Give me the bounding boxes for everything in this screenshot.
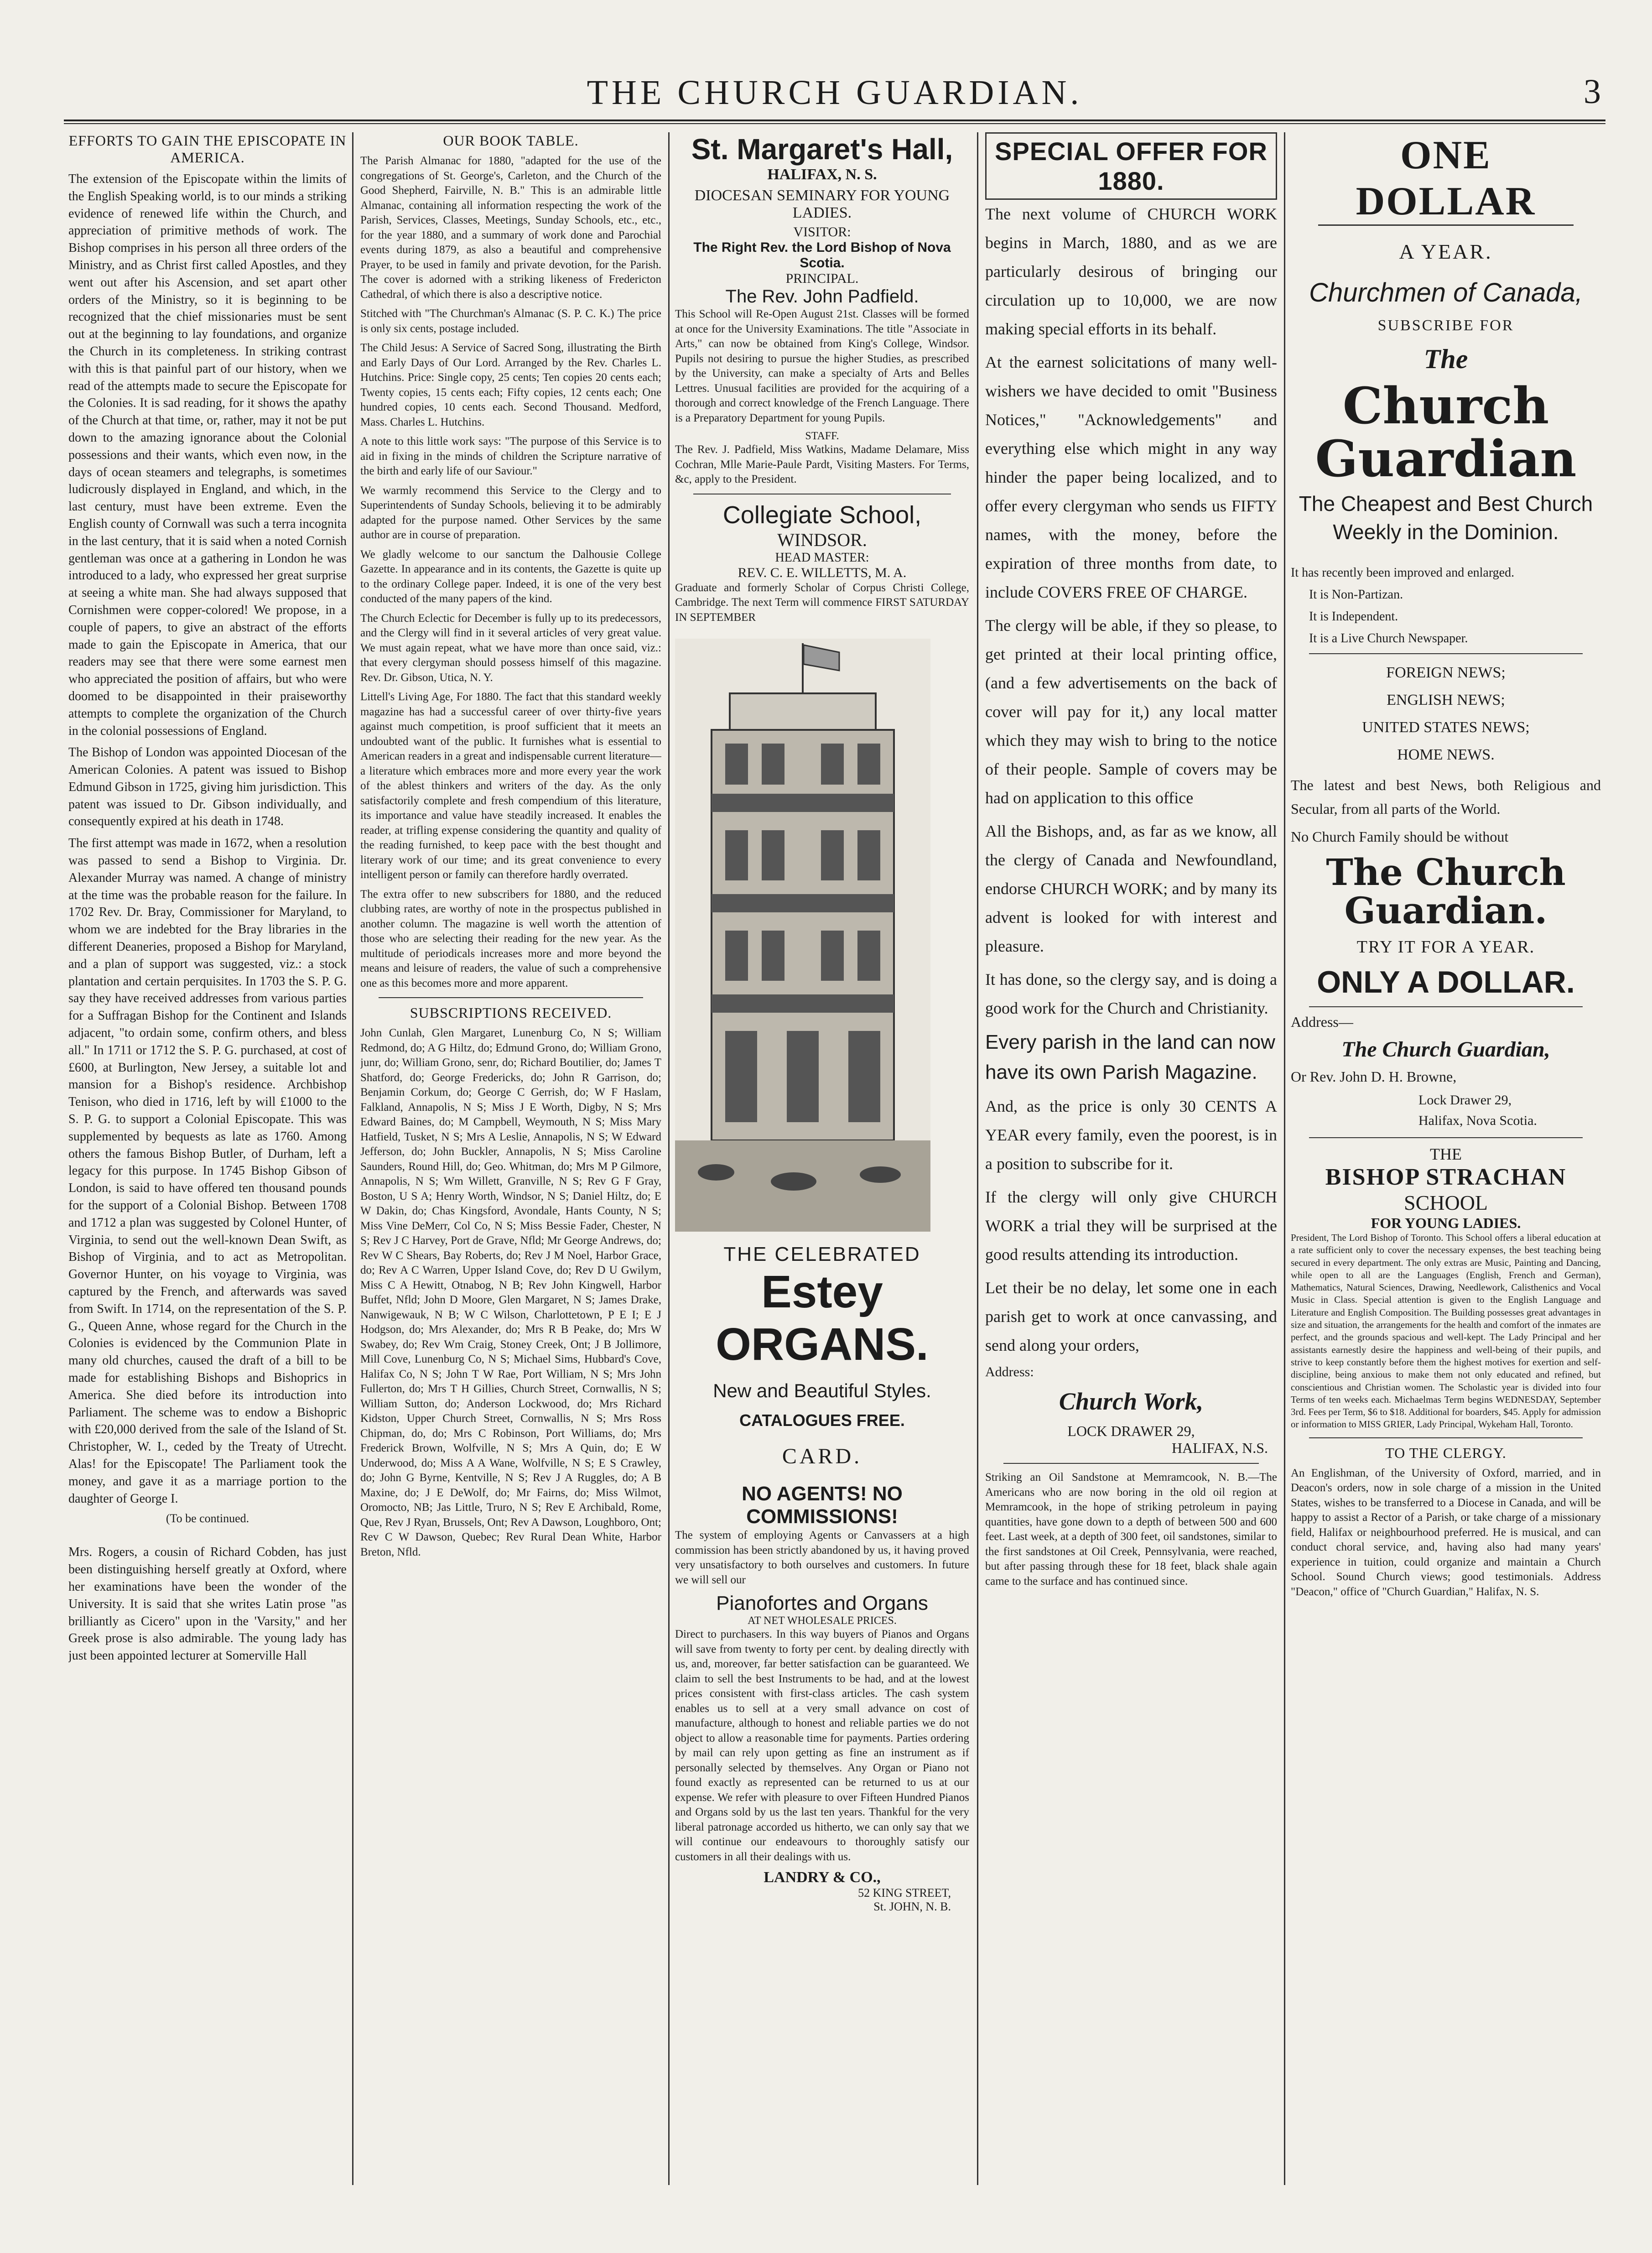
wholesale-label: AT NET WHOLESALE PRICES. <box>748 1615 897 1627</box>
college-name: Collegiate School, <box>722 501 922 529</box>
cheapest-tagline: The Cheapest and Best Church Weekly in the Dominion. <box>1299 492 1593 544</box>
clergy-notice: An Englishman, of the University of Oxford, married, and in Deacon's orders, now in sole charge of a mission in the United States, wishes to be transferred to a Diocese in Canada, and will be happy to assist a Rector of a Parish, or take charge of a missionary field, Halifax or neighbourhood preferred. He is musical, and can conduct choral service, and, having also had many years' experience in tuition, could organize and maintain a Church School. Sound Church views; good testimonials. Address "Deacon," office of "Church Guardian," Halifax, N. S. <box>1291 1467 1601 1598</box>
article-paragraph: Mrs. Rogers, a cousin of Richard Cobden, has just been distinguishing herself greatly at Oxford, where her examinations have been the wonder of the University. It is said that she writes Latin prose "as brilliantly as Cicero" upon in the 'Varsity," and her Greek prose is also admirable. The young lady has just been appointed lecturer at Somerville Hall <box>68 1545 347 1663</box>
one-dollar-headline: ONE DOLLAR <box>1318 132 1574 226</box>
church-guardian-blackletter: The Church Guardian. <box>1326 850 1566 932</box>
improved-item: It has recently been improved and enlarged. <box>1291 566 1515 580</box>
column-divider <box>668 132 670 2185</box>
news-item: HOME NEWS. <box>1397 746 1495 764</box>
halifax-ns: HALIFAX, N.S. <box>1172 1440 1268 1456</box>
article-paragraph: The first attempt was made in 1672, when a resolution was passed to send a Bishop to Virginia. Dr. Alexander Murray was named. A change of ministry at the time was the probable reason for the failure. In 1702 Rev. Dr. Bray, Commissioner for Maryland, to whom we are indebted for the Bray libraries in the different Deaneries, proposed a Bishop for Maryland, and a plan of support was suggested, viz.: a stock plantation and certain perquisites. In 1703 the S. P. G. say they have received addresses from various parties for a Suffragan Bishop for the Continent and Islands adjacent, "to ordain some, confirm others, and bless all." In 1711 or 1712 the S. P. G. purchased, at cost of £600, at Burlington, New Jersey, a suitable lot and mansion for a Bishop's residence. Archbishop Tenison, who died in 1716, left by will £1000 to the S. P. G. to support a Colonial Episcopate. This was supplemented by bequests as late as 1760. Among others the famous Bishop Butler, of Durham, left a legacy for this purpose. In 1745 Bishop Gibson of London, is said to have offered ten thousand pounds for the support of a Colonial Bishop. Between 1708 and 1712 a plan was suggested by Colonel Hunter, of Virginia, to send out the well-known Dean Swift, as Bishop of Virginia, and to act as Metropolitan. Governor Hunter, on his voyage to Virginia, was captured by the French, and afterwards was saved from Swift. In 1714, on the representation of the S. P. G., Queen Anne, whose regard for the Church in the Colonies is evidenced by the Communion Plate in many old churches, caused the draft of a bill to be made for establishing Bishops and Bishoprics in America. She died before its introduction into Parliament. The scheme was to endow a Bishopric with £20,000 derived from the sale of the Island of St. Christopher, W. I., ceded by the Treaty of Utrecht. Alas! for the Episcopate! The Parliament took the money, and gave it as a marriage portion to the daughter of George I. <box>68 836 347 1506</box>
churchmen-headline: Churchmen of Canada, <box>1309 278 1583 307</box>
subscribe-label: SUBSCRIBE FOR <box>1377 317 1514 334</box>
parish-magazine-headline: Every parish in the land can now have its own Parish Magazine. <box>985 1031 1275 1083</box>
organs-notice-2: Direct to purchasers. In this way buyers of Pianos and Organs will save from twenty to forty per cent. by dealing directly with us, and, moreover, far better satisfaction can be guaranteed. We claim to sell the best Instruments to be had, and at the lowest prices consistent with first-class articles. The cash system enables us to sell at a very small advance on cost of manufacture, although to honest and reliable parties we do not object to allow a reasonable time for payments. Parties ordering by mail can rely upon getting as fine an instrument as if personally selected by themselves. Any Organ or Piano not found exactly as represented can be returned to us at our expense. We refer with pleasure to over Fifteen Hundred Pianos and Organs sold by us the last ten years. Thankful for the very liberal patronage accorded us hitherto, we can only say that we will continue our endeavours to thoroughly satisfy our customers in all their dealings with us. <box>675 1628 969 1863</box>
offer-paragraph: The clergy will be able, if they so please, to get printed at their local printing office, (and a few advertisements on the back of cover will pay for it,) any local matter which they may wish to bring to the notice of their people. Sample of covers may be had on application to this office <box>985 616 1277 807</box>
bishop-for-young-ladies: FOR YOUNG LADIES. <box>1371 1214 1521 1231</box>
church-guardian-title: Church Guardian <box>1315 376 1577 488</box>
improved-item: It is a Live Church Newspaper. <box>1309 631 1468 645</box>
review-paragraph: The extra offer to new subscribers for 1880, and the reduced clubbing rates, are worthy of note in the prospectus published in another column. The magazine is well worth the attention of those who are selecting their reading for the new year. As the multitude of periodicals increases more and more beyond the means and leisure of readers, the value of such a comprehensive one as this becomes more and more apparent. <box>360 888 661 989</box>
halifax-nova-scotia: Halifax, Nova Scotia. <box>1418 1113 1537 1128</box>
organs-notice: The system of employing Agents or Canvassers at a high commission has been strictly abandoned by us, it having proved very unsatisfactory to both ourselves and customers. In future we will sell our <box>675 1529 969 1586</box>
lock-drawer: LOCK DRAWER 29, <box>1067 1423 1195 1439</box>
review-paragraph: Stitched with "The Churchman's Almanac (S. P. C. K.) The price is only six cents, postage included. <box>360 307 661 335</box>
college-place: WINDSOR. <box>777 529 867 550</box>
column-2 <box>360 132 661 2185</box>
improved-item: It is Non-Partizan. <box>1309 587 1403 602</box>
catalogues-label: CATALOGUES FREE. <box>739 1411 905 1430</box>
column-divider <box>977 132 978 2185</box>
divider <box>1309 1006 1583 1007</box>
review-paragraph: A note to this little work says: "The purpose of this Service is to aid in fixing in the minds of children the Scripture narrative of the birth and early life of our Saviour." <box>360 435 661 477</box>
offer-paragraph: It has done, so the clergy say, and is doing a good work for the Church and Christianity. <box>985 970 1277 1017</box>
continued-note: (To be continued. <box>166 1512 249 1525</box>
column-1 <box>68 132 347 2185</box>
news-item: UNITED STATES NEWS; <box>1362 719 1530 736</box>
principal-label: PRINCIPAL. <box>785 271 859 286</box>
divider <box>1309 1437 1583 1438</box>
article-paragraph: The extension of the Episcopate within the limits of the English Speaking world, is to our minds a striking evidence of renewed life within the Church, and appreciation of primitive methods of work. The Bishop comprises in his person all three orders of the Ministry, and as Christ first called Apostles, and they went out after his Ascension, and set apart other orders of the Ministry, so it is beginning to be recognized that the chief missionaries must be sent out at the beginning to lay foundations, and organize the Church in its completeness. In striking contrast with this is that painful part of our history, when we read of the attempts made to secure the Episcopate for the Colonies. It is sad reading, for it shows the apathy of the Church at that time, or, rather, may it not be put down to the amazing ignorance about the Colonial possessions and their wants, which even now, in the days of ocean steamers and telegraphs, is sometimes ludicrously displayed in England, and which, in the last century, must have been extreme. Even the English county of Cornwall was such a terra incognita in the last century, that it is said when a noted Cornish gentleman was once at a gathering in London he was introduced to a lady, who expressed her great surprise at seeing a white man. She had always supposed that Cornishmen were copper-colored! We propose, in a couple of papers, to give an abstract of the efforts made to gain the Episcopate in America, that our readers may see that there were some earnest men who appreciated the position of affairs, but who were doomed to be disappointed in their praiseworthy attempts to complete the organization of the Church in the colonial possessions of England. <box>68 172 347 738</box>
principal-name: The Rev. John Padfield. <box>725 286 919 307</box>
page-number: 3 <box>1584 73 1601 111</box>
school-name: St. Margaret's Hall, <box>691 133 953 166</box>
book-table-heading: OUR BOOK TABLE. <box>443 132 579 149</box>
landry-city: St. JOHN, N. B. <box>873 1900 951 1913</box>
head-master-name: REV. C. E. WILLETTS, M. A. <box>738 565 907 580</box>
offer-paragraph: All the Bishops, and, as far as we know, all the clergy of Canada and Newfoundland, endorse CHURCH WORK; and by many its advent is looked for with interest and pleasure. <box>985 822 1277 955</box>
church-work-name: Church Work, <box>1059 1388 1204 1415</box>
school-notice: This School will Re-Open August 21st. Classes will be formed at once for the University Examinations. The title "Associate in Arts," can now be obtained from King's College, Windsor. Pupils not desiring to pursue the higher Studies, as prescribed by the University, can make a specialty of Arts and Belles Lettres. Unusual facilities are provided for the acquiring of a thorough and correct knowledge of the French Language. There is a Preparatory Department for young Pupils. <box>675 308 969 424</box>
review-paragraph: The Parish Almanac for 1880, "adapted for the use of the congregations of St. George's, Carleton, and the Church of the Good Shepherd, Fairville, N. B." This is an admirable little Almanac, containing all information respecting the work of the Parish, Services, Classes, Meetings, Sunday Schools, etc., etc., for the year 1880, and a summary of work done and Parochial events during 1879, as also a beautiful and comprehensive Prayer, to be used in family and private devotion, for the Parish. The cover is adorned with a striking likeness of Fredericton Cathedral, of which there is also a descriptive notice. <box>360 155 661 301</box>
offer-paragraph: If the clergy will only give CHURCH WORK a trial they will be surprised at the good results attending its introduction. <box>985 1188 1277 1264</box>
lock-drawer-29: Lock Drawer 29, <box>1418 1092 1512 1108</box>
estey-organs: Estey ORGANS. <box>716 1266 929 1370</box>
church-guardian-address-name: The Church Guardian, <box>1341 1037 1550 1061</box>
column-divider <box>352 132 353 2185</box>
subscriptions-heading: SUBSCRIPTIONS RECEIVED. <box>410 1004 612 1021</box>
divider <box>379 997 643 998</box>
styles-label: New and Beautiful Styles. <box>713 1380 931 1401</box>
improved-list <box>1291 564 1601 647</box>
landry-address: 52 KING STREET, <box>858 1886 951 1899</box>
article-heading: EFFORTS TO GAIN THE EPISCOPATE IN AMERICA. <box>68 132 347 166</box>
school-place: HALIFAX, N. S. <box>767 166 877 183</box>
staff-list: The Rev. J. Padfield, Miss Watkins, Madame Delamare, Miss Cochran, Mlle Marie-Paule Pardt, Visiting Masters. For Terms, &c, apply to the President. <box>675 443 969 485</box>
news-item: ENGLISH NEWS; <box>1387 692 1505 709</box>
music-store-building-illustration <box>675 639 930 1232</box>
special-offer-headline: SPECIAL OFFER FOR 1880. <box>985 132 1277 200</box>
visitor-name: The Right Rev. the Lord Bishop of Nova Scotia. <box>693 240 951 271</box>
column-divider <box>1284 132 1285 2185</box>
staff-label: STAFF. <box>805 430 839 442</box>
pianofortes-label: Pianofortes and Organs <box>716 1592 928 1614</box>
offer-paragraph: And, as the price is only 30 CENTS A YEAR every family, even the poorest, is in a position to subscribe for it. <box>985 1097 1277 1173</box>
no-agents-headline: NO AGENTS! NO COMMISSIONS! <box>742 1483 903 1528</box>
bishop-strachan-name: BISHOP STRACHAN <box>1325 1164 1567 1190</box>
to-the-clergy-heading: TO THE CLERGY. <box>1385 1444 1507 1461</box>
oil-sandstone-notice: Striking an Oil Sandstone at Memramcook, N. B.—The Americans who are now boring in the old oil region at Memramcook, in the hope of striking petroleum in paying quantities, have gone down to a depth of between 500 and 600 feet. Last week, at a depth of 300 feet, oil sandstones, similar to the first sandstones at Oil Creek, Pennsylvania, were reached, but after passing through these for 18 feet, black shale again came to the surface and has continued since. <box>985 1471 1277 1587</box>
review-paragraph: The Church Eclectic for December is fully up to its predecessors, and the Clergy will find in it several articles of very great value. We must again repeat, what we have more than once said, viz.: that every clergyman should possess himself of this magazine. Rev. Dr. Gibson, Utica, N. Y. <box>360 612 661 684</box>
improved-item: It is Independent. <box>1309 609 1398 624</box>
no-family-text: No Church Family should be without <box>1291 828 1509 845</box>
divider <box>1309 1137 1583 1138</box>
article-paragraph: The Bishop of London was appointed Diocesan of the American Colonies. A patent was issued to Bishop Edmund Gibson in 1725, giving him jurisdiction. This patent was issued to Dr. Gibson individually, and consequently expired at his death in 1748. <box>68 745 347 829</box>
review-paragraph: Littell's Living Age, For 1880. The fact that this standard weekly magazine has had a successful career of over thirty-five years against much competition, is proof sufficient that it meets an undoubted want of the public. It furnishes what is essential to American readers in a great and indispensable current literature—a literature which embraces more and more every year the work of the ablest thinkers and writers of the day. As the only satisfactorily complete and fresh compendium of this literature, its importance and value have steadily increased. It enables the reader, at trifling expense considering the quantity and quality of the reading furnished, to keep pace with the best thought and literary work of our time; and its great convenience to every intelligent person or family can therefore hardly overrated. <box>360 691 661 881</box>
masthead-rule <box>64 120 1605 121</box>
head-master-label: HEAD MASTER: <box>775 550 869 565</box>
review-paragraph: We warmly recommend this Service to the Clergy and to Superintendents of Sunday Schools, believing it to be admirably adapted for the purpose named. Other Services by the same author are in course of preparation. <box>360 484 661 541</box>
browne-name: Or Rev. John D. H. Browne, <box>1291 1068 1457 1085</box>
address-label: Address: <box>985 1364 1034 1379</box>
only-a-dollar-headline: ONLY A DOLLAR. <box>1317 964 1575 999</box>
offer-paragraph: The next volume of CHURCH WORK begins in March, 1880, and as we are particularly desirous of bringing our circulation up to 10,000, we are now making special efforts in its behalf. <box>985 205 1277 338</box>
masthead <box>64 68 1605 119</box>
latest-news-text: The latest and best News, both Religious and Secular, from all parts of the World. <box>1291 777 1601 817</box>
divider <box>1309 653 1583 654</box>
bishop-school-notice: President, The Lord Bishop of Toronto. This School offers a liberal education at a rate sufficient only to cover the necessary expenses, the best teaching being secured in every department. The only extras are Music, Painting and Dancing, while open to all are the Languages (English, French and German), Mathematics, Natural Sciences, Drawing, Needlework, Calisthenics and Vocal Music in Class. Special attention is given to the English Language and Literature and English Composition. The Building possesses great advantages in size and situation, the arrangements for the health and comfort of the inmates are perfect, and the grounds spacious and well-kept. The Lady Principal and her assistants earnestly desire the happiness and well-being of their pupils, and strive to keep constantly before them the highest motives for exertion and self-discipline, being anxious to make them not only educated and refined, but conscientious and Christian women. The Scholastic year is divided into four Terms of ten weeks each. Michaelmas Term begins WEDNESDAY, September 3rd. Fees per Term, $6 to $18. Additional for boarders, $45. Apply for admission or information to MISS GRIER, Lady Principal, Wykeham Hall, Toronto. <box>1291 1232 1601 1430</box>
offer-paragraph: Let their be no delay, let some one in each parish get to work at once canvassing, and send along your orders, <box>985 1279 1277 1354</box>
column-4 <box>985 132 1277 2185</box>
college-notice: Graduate and formerly Scholar of Corpus Christi College, Cambridge. The next Term will commence FIRST SATURDAY IN SEPTEMBER <box>675 581 969 624</box>
news-list <box>1291 664 1601 764</box>
landry-name: LANDRY & CO., <box>764 1869 881 1886</box>
divider <box>1003 1463 1259 1464</box>
the-label: The <box>1423 344 1468 374</box>
review-paragraph: We gladly welcome to our sanctum the Dalhousie College Gazette. In appearance and in its contents, the Gazette is quite up to the ordinary College paper. Indeed, it is one of the very best conducted of the many papers of the kind. <box>360 548 661 605</box>
masthead-rule-thin <box>64 123 1605 124</box>
address-label: Address— <box>1291 1013 1353 1030</box>
bishop-school-label: SCHOOL <box>1403 1191 1488 1214</box>
news-item: FOREIGN NEWS; <box>1386 664 1506 682</box>
masthead-title: THE CHURCH GUARDIAN. <box>587 73 1083 112</box>
review-paragraph: The Child Jesus: A Service of Sacred Song, illustrating the Birth and Early Days of Our Lord. Arranged by the Rev. Charles L. Hutchins. Price: Single copy, 25 cents; Ten copies 20 cents each; Twenty copies, 15 cents each; Fifty copies, 12 cents each; One hundred copies, 10 cents each. Second Thousand. Medford, Mass. Charles L. Hutchins. <box>360 342 661 428</box>
celebrated-label: THE CELEBRATED <box>723 1243 921 1265</box>
offer-paragraph: At the earnest solicitations of many well-wishers we have decided to omit "Business Notices," "Acknowledgements" and everything else which might in any way hinder the paper being localized, and to offer every clergyman who sends us FIFTY names, with the money, before the expiration of three months from date, to include COVERS FREE OF CHARGE. <box>985 353 1277 601</box>
column-3 <box>675 132 969 2185</box>
card-label: CARD. <box>782 1444 862 1468</box>
subscriptions-list: John Cunlah, Glen Margaret, Lunenburg Co, N S; William Redmond, do; A G Hiltz, do; Edmund Grono, do; William Grono, junr, do; William Grono, senr, do; Richard Boutilier, do; James T Shatford, do; George Fredericks, do; John R Garrison, do; Benjamin Corkum, do; George C Gerrish, do; W F Haslam, Falkland, Annapolis, N S; Miss J E Worth, Digby, N S; Mrs Edward Baines, do; M Campbell, Weymouth, N S; Miss Mary Hatfield, Tusket, N S; Mrs A Leslie, Annapolis, N S; W Edward Jefferson, do; John Buckler, Annapolis, N S; Miss Caroline Saunders, Round Hill, do; Geo. Whitman, do; Mrs M P Gilmore, Annapolis, N S; Wm Willett, Granville, N S; Rev G F Gray, Boston, U S A; Henry Worth, Windsor, N S; Daniel Hiltz, do; E W Dakin, do; Chas Kingsford, Avondale, Hants County, N S; Miss Vine DeMerr, Col Co, N S; Miss Bessie Fader, Chester, N S; Rev J C Harvey, Port de Grave, Nfld; Mr George Andrews, do; Rev W C Shears, Bay Roberts, do; Rev J M Noel, Harbor Grace, do; Rev A C Warren, Upper Island Cove, do; Rev D U Gwilym, Miss C A Hewitt, Otnabog, N B; Rev John Kingwell, Harbor Buffet, Nfld; John D Moore, Glen Margaret, N S; James Drake, Nanwigewauk, N B; W C Wilson, Charlottetown, P E I; E J Hodgson, do; Mrs Alexander, do; Mrs R B Peake, do; Mrs W Swabey, do; Rev Wm Craig, Stoney Creek, Ont; J B Jollimore, Mill Cove, Lunenburg Co, N S; Michael Sims, Hubbard's Cove, Halifax Co, N S; John T W Rae, Port William, N S; Mrs John Fullerton, do; Mrs T H Gillies, Church Street, Cornwallis, N S; William Sutton, do; Anderson Lockwood, do; Mrs Richard Kidston, Upper Church Street, Cornwallis, N S; Mrs Ross Chipman, do, do; Mrs C Robinson, Port Williams, do; Mrs Frederick Brown, Wolfville, N S; Mrs A Quin, do; E W Underwood, do; Miss A A Wane, Wolfville, N S; E S Crawley, do; John G Byrne, Kentville, N S; Rev J A Ruggles, do; A B Maxine, do; J E DeWolf, do; Mr Fairns, do; Miss Wilmot, Oromocto, NB; Jas Little, Truro, N S; Rev E Archibald, Rome, Que, Rev J Ryan, Brussels, Ont; Rev A Dawson, Loughboro, Ont; Rev C W Dawson, Quebec; Rev Rural Dean White, Harbor Breton, Nfld. <box>360 1027 661 1558</box>
bishop-the: THE <box>1430 1145 1462 1163</box>
visitor-label: VISITOR: <box>793 224 851 239</box>
column-5 <box>1291 132 1601 2185</box>
seminary-title: DIOCESAN SEMINARY FOR YOUNG LADIES. <box>694 187 950 221</box>
a-year-label: A YEAR. <box>1399 240 1493 263</box>
try-it-label: TRY IT FOR A YEAR. <box>1356 937 1535 957</box>
